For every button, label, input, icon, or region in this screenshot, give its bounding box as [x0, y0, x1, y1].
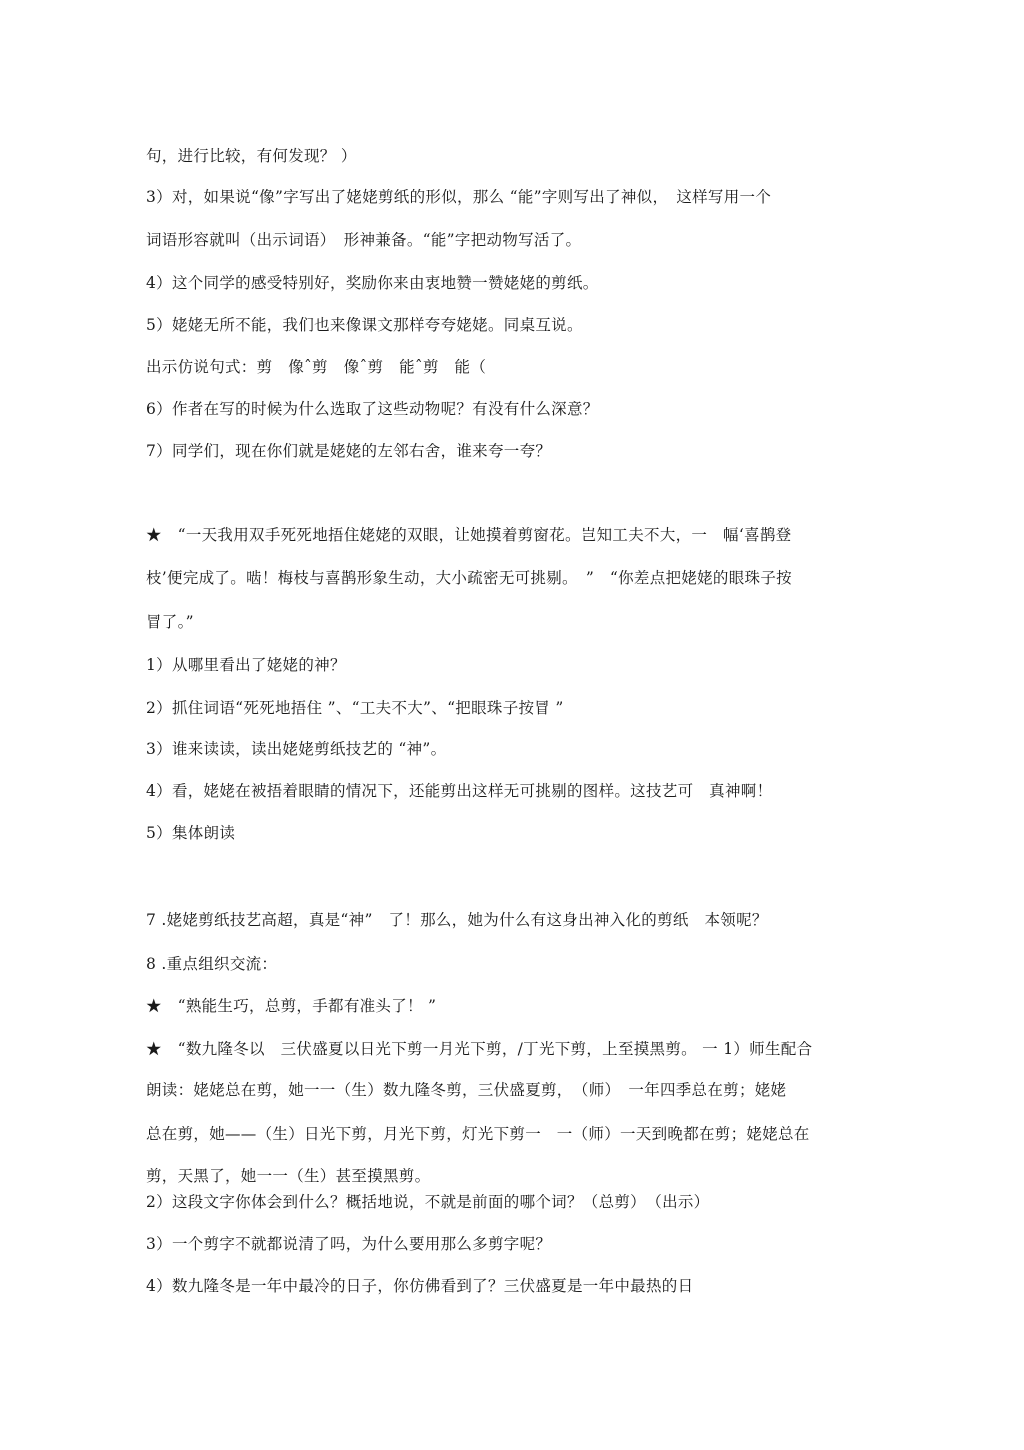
text-line: 朗读：姥姥总在剪，她一一（生）数九隆冬剪，三伏盛夏剪， （师） 一年四季总在剪；姥姥: [146, 1081, 787, 1099]
text-line: 剪，天黑了，她一一（生）甚至摸黑剪。: [146, 1167, 431, 1185]
text-line: 4）数九隆冬是一年中最冷的日子，你仿佛看到了？三伏盛夏是一年中最热的日: [146, 1277, 694, 1295]
text-line: 7）同学们，现在你们就是姥姥的左邻右舍，谁来夸一夸？: [146, 442, 552, 460]
text-line: 总在剪，她——（生）日光下剪，月光下剪，灯光下剪一 一（师）一天到晚都在剪；姥姥总在: [146, 1125, 810, 1143]
text-line: 1）从哪里看出了姥姥的神？: [146, 656, 346, 674]
text-line: 2）抓住词语“死死地捂住 ”、“工夫不大”、“把眼珠子按冒 ”: [146, 699, 564, 717]
text-line: ★ “熟能生巧，总剪，手都有准头了！ ”: [146, 997, 437, 1015]
text-line: 出示仿说句式：剪 像ˆ剪 像ˆ剪 能ˆ剪 能（: [146, 358, 487, 376]
text-line: ★ “一天我用双手死死地捂住姥姥的双眼，让她摸着剪窗花。岂知工夫不大，一 幅‘喜鹊登: [146, 526, 792, 544]
text-line: 7 .姥姥剪纸技艺高超，真是“神” 了！那么，她为什么有这身出神入化的剪纸 本领呢？: [146, 911, 768, 929]
text-line: 5）姥姥无所不能，我们也来像课文那样夸夸姥姥。同桌互说。: [146, 316, 583, 334]
text-line: 冒了。”: [146, 613, 194, 631]
text-line: 句，进行比较，有何发现？ ）: [146, 147, 357, 165]
text-line: 3）对，如果说“像”字写出了姥姥剪纸的形似，那么 “能”字则写出了神似， 这样写用一个: [146, 188, 772, 206]
text-line: 2）这段文字你体会到什么？概括地说，不就是前面的哪个词？（总剪） （出示）: [146, 1193, 710, 1211]
text-line: 8 .重点组织交流：: [146, 955, 278, 973]
text-line: 词语形容就叫（出示词语） 形神兼备。“能”字把动物写活了。: [146, 231, 582, 249]
text-line: 5）集体朗读: [146, 824, 236, 842]
text-line: ★ “数九隆冬以 三伏盛夏以日光下剪一月光下剪，/丁光下剪，上至摸黑剪。 一 1）师生配合: [146, 1040, 813, 1058]
text-line: 3）一个剪字不就都说清了吗，为什么要用那么多剪字呢？: [146, 1235, 552, 1253]
text-line: 6）作者在写的时候为什么选取了这些动物呢？有没有什么深意？: [146, 400, 599, 418]
text-line: 枝’便完成了。啮！梅枝与喜鹊形象生动，大小疏密无可挑剔。 ” “你差点把姥姥的眼珠子按: [146, 569, 792, 587]
text-line: 4）这个同学的感受特别好，奖励你来由衷地赞一赞姥姥的剪纸。: [146, 274, 599, 292]
text-line: 3）谁来读读，读出姥姥剪纸技艺的 “神”。: [146, 740, 447, 758]
text-line: 4）看，姥姥在被捂着眼睛的情况下，还能剪出这样无可挑剔的图样。这技艺可 真神啊！: [146, 782, 773, 800]
